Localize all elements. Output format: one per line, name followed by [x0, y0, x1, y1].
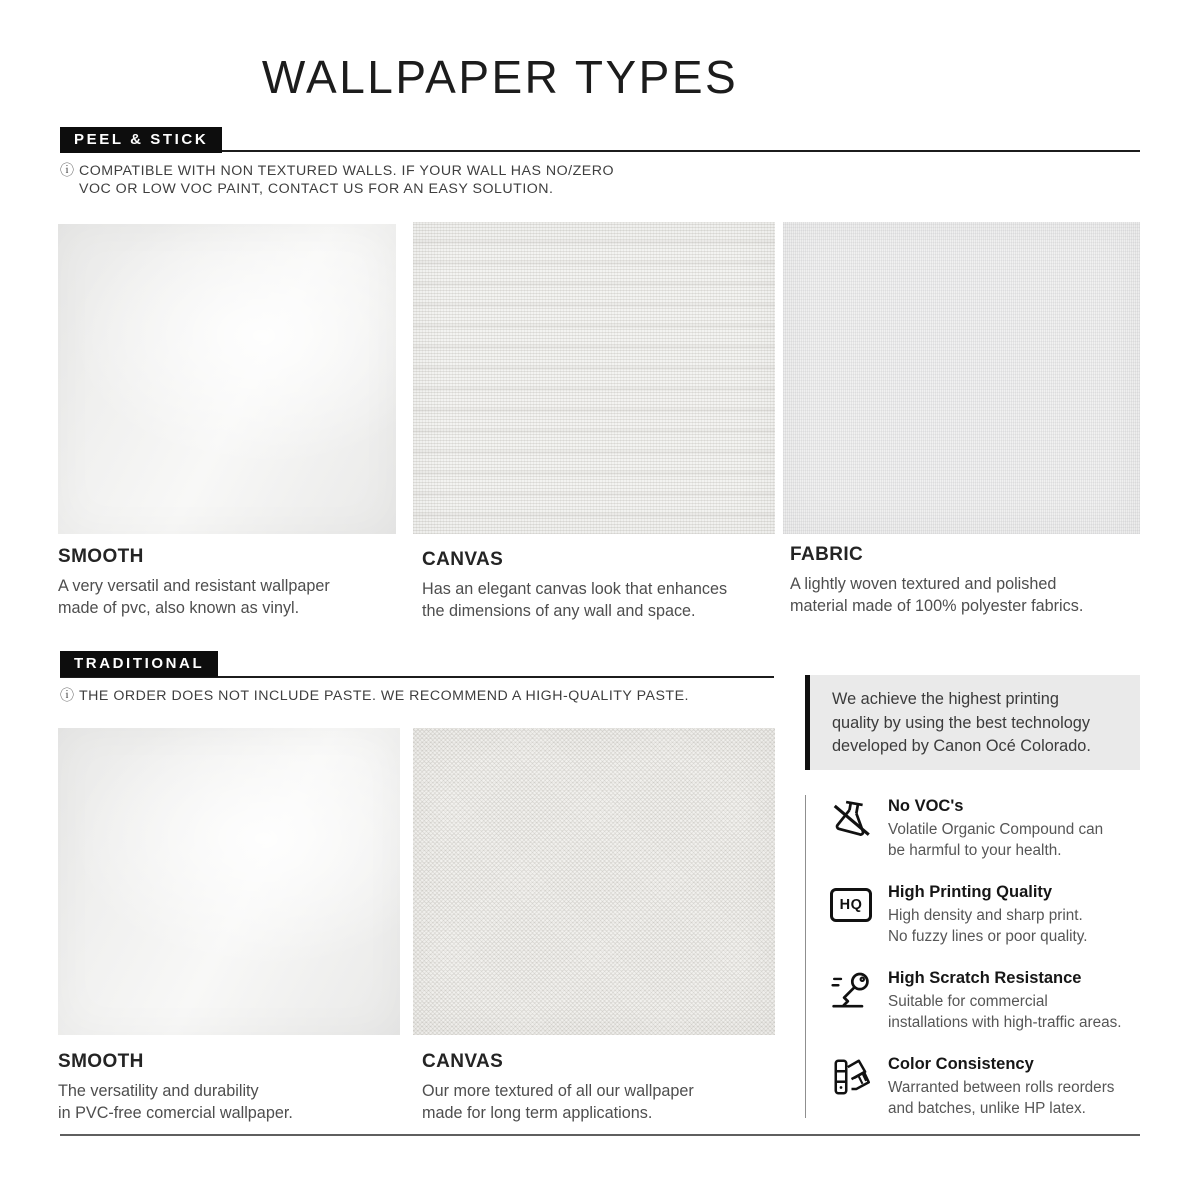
quote-line: quality by using the best technology: [832, 713, 1090, 732]
fabric-caption-peel-stick: [790, 544, 1142, 617]
swatch-description-line: Has an elegant canvas look that enhances: [422, 580, 728, 598]
hq-badge-label: HQ: [830, 888, 872, 922]
swatch-title: CANVAS: [422, 1051, 504, 1072]
feature-title: High Printing Quality: [888, 883, 1053, 901]
swatch-title: CANVAS: [422, 549, 504, 570]
swatch-description-line: Our more textured of all our wallpaper: [422, 1082, 694, 1100]
smooth-texture-swatch-peel-stick: [58, 224, 396, 534]
canvas-texture-swatch-peel-stick: [413, 222, 775, 534]
features-divider-line: [805, 795, 806, 1118]
swatch-title: SMOOTH: [58, 546, 144, 567]
feature-description-line: Warranted between rolls reorders: [888, 1079, 1115, 1096]
smooth-caption-peel-stick: [58, 546, 410, 619]
feature-high-printing-quality: [830, 882, 1150, 947]
feature-description-line: be harmful to your health.: [888, 841, 1062, 859]
traditional-note-line: THE ORDER DOES NOT INCLUDE PASTE. WE RECOMMEND A HIGH-QUALITY PASTE.: [79, 688, 689, 704]
swatch-description-line: A very versatil and resistant wallpaper: [58, 577, 330, 595]
feature-description-line: No fuzzy lines or poor quality.: [888, 927, 1088, 945]
swatch-description-line: in PVC-free comercial wallpaper.: [58, 1103, 293, 1122]
page-title: WALLPAPER TYPES: [261, 51, 739, 103]
peel-stick-note: [60, 163, 614, 198]
smooth-caption-traditional: [58, 1051, 410, 1124]
traditional-note: [60, 688, 689, 706]
peel-stick-note-line1: COMPATIBLE WITH NON TEXTURED WALLS. IF YOUR WALL HAS NO/ZERO: [79, 163, 615, 179]
printing-quality-quote: [810, 675, 1140, 770]
hq-badge-icon: [830, 883, 874, 927]
traditional-section-label: TRADITIONAL: [60, 651, 218, 677]
no-voc-flask-icon: [830, 797, 874, 841]
feature-description-line: and batches, unlike HP latex.: [888, 1099, 1086, 1117]
feature-description-line: Suitable for commercial: [888, 993, 1048, 1010]
swatch-description-line: The versatility and durability: [58, 1082, 259, 1100]
swatch-description-line: A lightly woven textured and polished: [790, 575, 1057, 593]
swatch-description-line: material made of 100% polyester fabrics.: [790, 596, 1084, 615]
feature-title: No VOC's: [888, 797, 964, 815]
peel-stick-note-line2: VOC OR LOW VOC PAINT, CONTACT US FOR AN EASY SOLUTION.: [79, 180, 554, 197]
swatch-description-line: made of pvc, also known as vinyl.: [58, 598, 300, 617]
bottom-divider-line: [60, 1134, 1140, 1136]
feature-title: High Scratch Resistance: [888, 969, 1082, 987]
swatch-title: FABRIC: [790, 544, 864, 565]
smooth-texture-swatch-traditional: [58, 728, 400, 1035]
feature-title: Color Consistency: [888, 1055, 1034, 1073]
quote-line: We achieve the highest printing: [832, 690, 1059, 708]
feature-color-consistency: [830, 1054, 1150, 1119]
canvas-caption-traditional: [422, 1051, 774, 1124]
feature-no-voc: [830, 796, 1150, 861]
feature-description-line: installations with high-traffic areas.: [888, 1013, 1122, 1031]
swatch-description-line: made for long term applications.: [422, 1103, 653, 1122]
scratch-key-icon: [830, 969, 874, 1013]
feature-description-line: High density and sharp print.: [888, 907, 1083, 924]
canvas-texture-swatch-traditional: [413, 728, 775, 1035]
fabric-texture-swatch-peel-stick: [783, 222, 1140, 534]
feature-high-scratch-resistance: [830, 968, 1150, 1033]
quote-line: developed by Canon Océ Colorado.: [832, 737, 1091, 755]
info-icon: ⓘ: [60, 163, 75, 179]
canvas-caption-peel-stick: [422, 549, 774, 622]
feature-description-line: Volatile Organic Compound can: [888, 821, 1104, 838]
swatch-title: SMOOTH: [58, 1051, 144, 1072]
info-icon: ⓘ: [60, 688, 75, 704]
swatch-description-line: the dimensions of any wall and space.: [422, 601, 696, 620]
color-swatches-icon: [830, 1055, 874, 1099]
peel-stick-section-label: PEEL & STICK: [60, 127, 222, 153]
